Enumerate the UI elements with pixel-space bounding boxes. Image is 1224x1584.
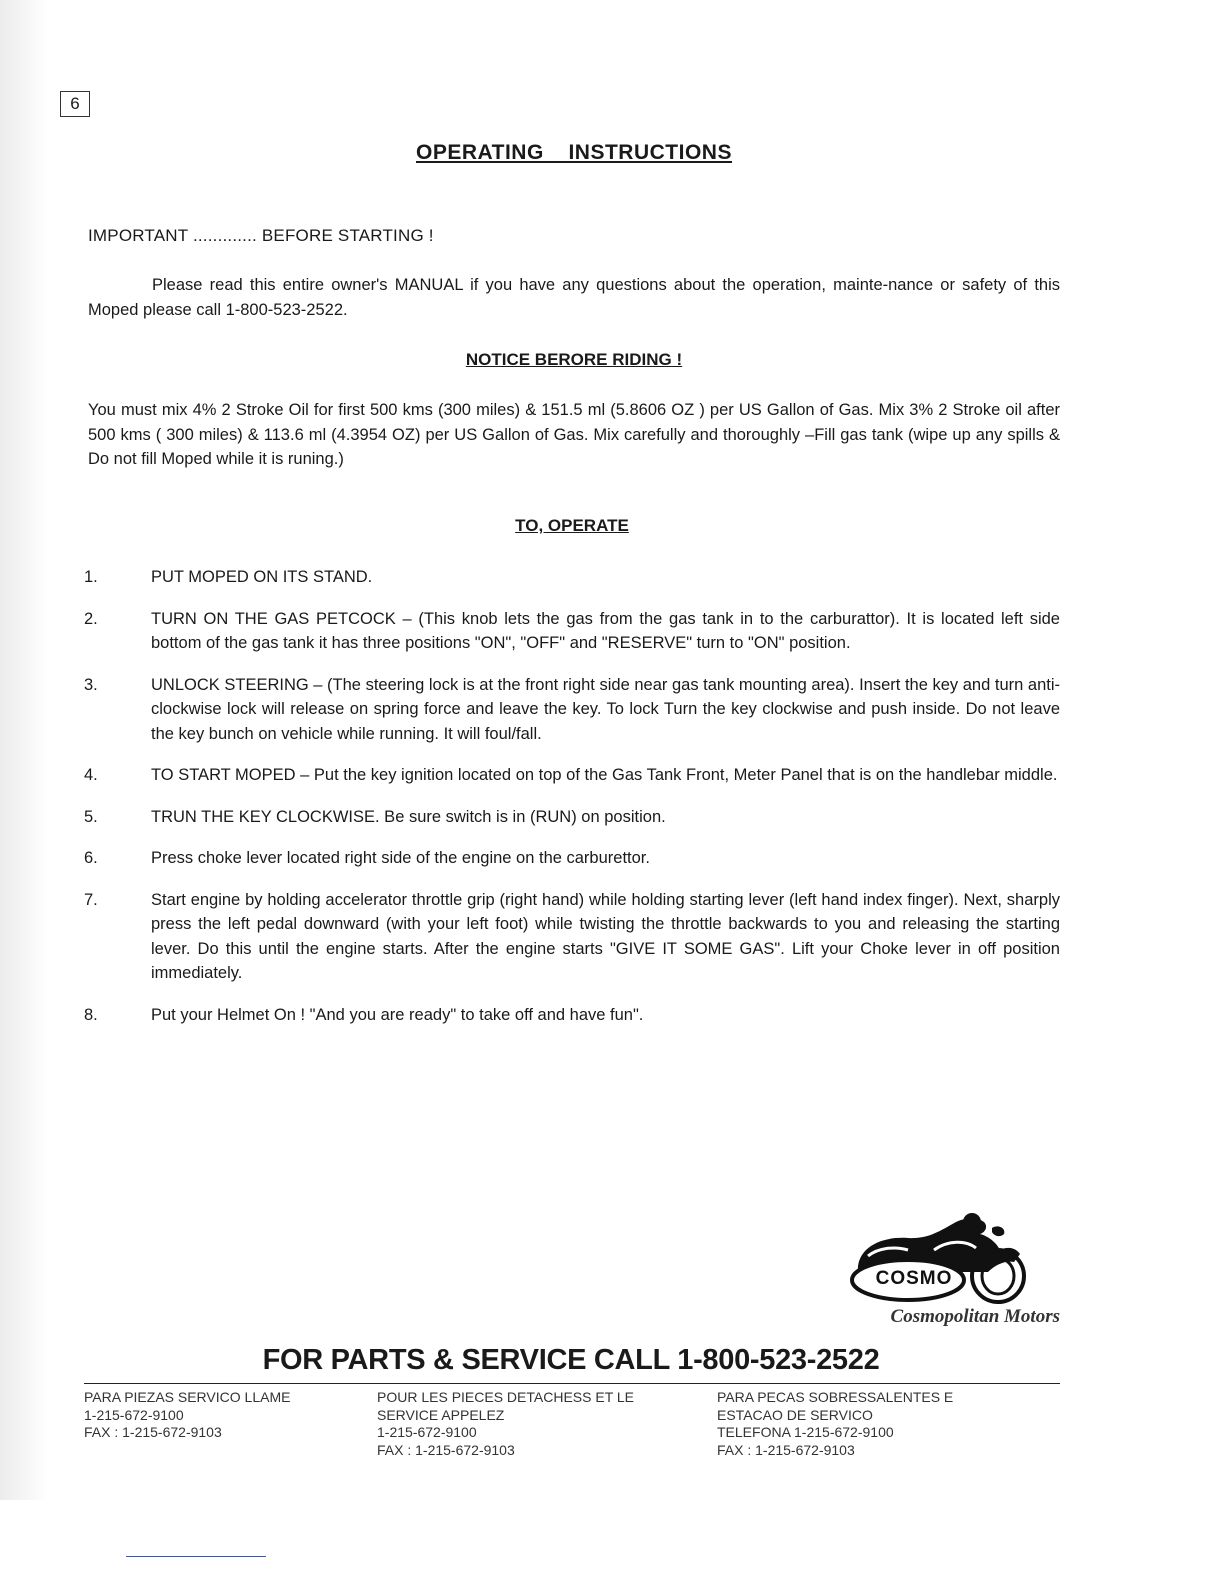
contact-line: PARA PIEZAS SERVICO LLAME [84, 1389, 291, 1405]
step-number: 2. [84, 609, 98, 628]
contact-line: FAX : 1-215-672-9103 [84, 1424, 222, 1440]
page-number: 6 [60, 91, 90, 117]
step-number: 8. [84, 1005, 98, 1024]
moped-rider-logo-icon [838, 1210, 1038, 1310]
step-number: 6. [84, 849, 98, 867]
operate-steps-list [84, 565, 1060, 1044]
step-item [84, 888, 1060, 986]
step-text: Start engine by holding accelerator throttle grip (right hand) while holding starting lever (left hand index finger). Next, sharply press the left pedal downward (with your left foot) while twisting the throttle backwards to you and releasing the starting lever. Do this until the engine starts. After the engine starts "GIVE IT SOME GAS". Lift your Choke lever in off position immediately. [151, 890, 1060, 982]
step-text: TO START MOPED – Put the key ignition located on top of the Gas Tank Front, Meter Panel that is on the handlebar middle. [151, 766, 1058, 784]
divider [84, 1383, 1060, 1384]
step-item [84, 673, 1060, 747]
contact-line: TELEFONA 1-215-672-9100 [717, 1424, 894, 1440]
link-underline [126, 1556, 266, 1557]
step-number: 4. [84, 766, 98, 784]
step-text: Put your Helmet On ! "And you are ready" to take off and have fun". [151, 1005, 644, 1024]
contact-portuguese [717, 1389, 953, 1459]
step-number: 5. [84, 807, 98, 826]
step-item [84, 846, 1060, 871]
step-text: UNLOCK STEERING – (The steering lock is at the front right side near gas tank mounting area). Insert the key and turn anti-clockwise lock will release on spring force and leave the key. To lock Turn the key clockwise and push inside. Do not leave the key bunch on vehicle while running. It will foul/fall. [151, 675, 1060, 743]
contact-french [377, 1389, 634, 1459]
step-item [84, 1003, 1060, 1028]
intro-paragraph: Please read this entire owner's MANUAL if you have any questions about the operation, mainte-nance or safety of this Moped please call 1-800-523-2522. [88, 276, 1060, 319]
step-text: Press choke lever located right side of the engine on the carburettor. [151, 849, 650, 867]
step-text: TRUN THE KEY CLOCKWISE. Be sure switch is in (RUN) on position. [151, 807, 666, 826]
step-number: 7. [84, 890, 98, 909]
step-item [84, 565, 1060, 590]
step-number: 3. [84, 675, 98, 694]
notice-heading: NOTICE BERORE RIDING ! [465, 350, 683, 369]
step-item [84, 805, 1060, 830]
contact-line: SERVICE APPELEZ [377, 1406, 505, 1423]
step-item [84, 763, 1060, 788]
contact-line: POUR LES PIECES DETACHESS ET LE [377, 1389, 635, 1405]
service-call-banner: FOR PARTS & SERVICE CALL 1-800-523-2522 [262, 1344, 880, 1376]
step-item [84, 607, 1060, 656]
contact-line: FAX : 1-215-672-9103 [377, 1441, 515, 1458]
notice-paragraph: You must mix 4% 2 Stroke Oil for first 500 kms (300 miles) & 151.5 ml (5.8606 OZ ) per US Gallon of Gas. Mix 3% 2 Stroke oil after 500 kms ( 300 miles) & 113.6 ml (4.3954 OZ) per US Gallon of Gas. Mix carefully and thoroughly –Fill gas tank (wipe up any spills & Do not fill Moped while it is runing.) [88, 401, 1060, 468]
contact-line: PARA PECAS SOBRESSALENTES E [717, 1389, 954, 1405]
step-text: PUT MOPED ON ITS STAND. [151, 568, 373, 586]
contact-spanish [84, 1389, 290, 1442]
operate-heading: TO, OPERATE [515, 516, 629, 535]
contact-line: 1-215-672-9100 [84, 1406, 184, 1423]
contact-line: ESTACAO DE SERVICO [717, 1406, 873, 1423]
contact-line: 1-215-672-9100 [377, 1424, 477, 1440]
step-text: TURN ON THE GAS PETCOCK – (This knob lets the gas from the gas tank in to the carburattor). It is located left side bottom of the gas tank it has three positions "ON", "OFF" and "RESERVE" turn to "ON" position. [151, 609, 1060, 652]
important-line: IMPORTANT ............. BEFORE STARTING ! [88, 226, 434, 245]
step-number: 1. [84, 568, 98, 586]
logo-wordmark: COSMO [875, 1268, 953, 1289]
contact-line: FAX : 1-215-672-9103 [717, 1441, 855, 1458]
scan-edge-shadow [0, 0, 48, 1500]
logo-caption: Cosmopolitan Motors [890, 1306, 1060, 1327]
page-title: OPERATING INSTRUCTIONS [416, 141, 732, 164]
